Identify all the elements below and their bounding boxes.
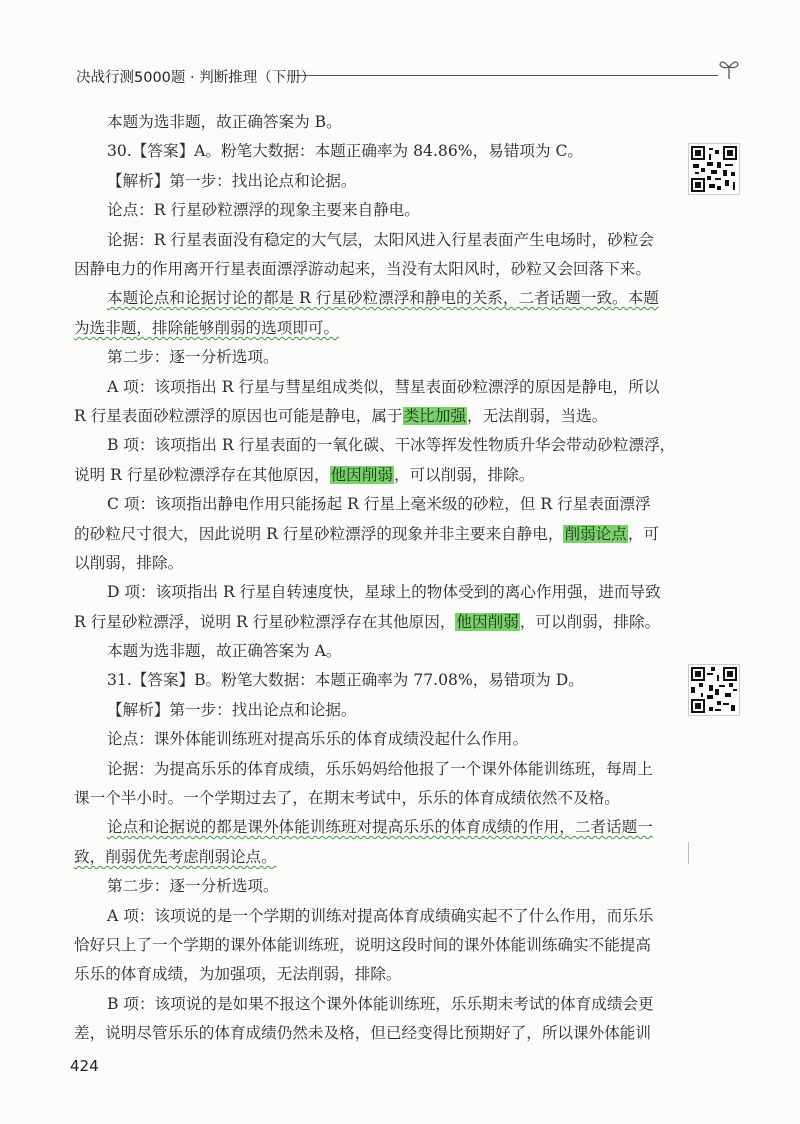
text-line [107, 287, 659, 309]
text-line: 恰好只上了一个学期的课外体能训练班，说明这段时间的课外体能训练确实不能提高 [74, 936, 651, 954]
text-line: 因静电力的作用离开行星表面漂浮游动起来，当没有太阳风时，砂粒又会回落下来。 [74, 260, 651, 278]
highlight-tag: 他因削弱 [330, 466, 393, 484]
answer-line-q31: 31.【答案】B。粉笔大数据：本题正确率为 77.08%，易错项为 D。 [107, 671, 584, 689]
analysis-step-1: 【解析】第一步：找出论点和论据。 [107, 701, 357, 719]
option-c-analysis: C 项：该项指出静电作用只能扬起 R 行星上毫米级的砂粒，但 R 行星表面漂浮 [107, 495, 651, 513]
wavy-underlined-text: 致，削弱优先考虑削弱论点。 [74, 848, 277, 866]
highlight-tag: 削弱论点 [564, 525, 627, 543]
text-line [74, 464, 534, 486]
option-b-analysis: B 项：该项指出 R 行星表面的一氧化碳、干冰等挥发性物质升华会带动砂粒漂浮， [107, 436, 676, 454]
analysis-step-2: 第二步：逐一分析选项。 [107, 348, 279, 366]
text-line: 以削弱，排除。 [74, 554, 184, 572]
wavy-underlined-text: 为选非题，排除能够削弱的选项即可。 [74, 319, 340, 337]
text-segment: R 行星表面砂粒漂浮的原因也可能是静电，属于 [74, 407, 403, 425]
running-header [76, 63, 740, 89]
text-line [74, 405, 607, 427]
book-title: 决战行测5000题 · 判断推理（下册） [76, 70, 316, 86]
answer-line-q30: 30.【答案】A。粉笔大数据：本题正确率为 84.86%，易错项为 C。 [107, 142, 584, 160]
highlight-tag: 类比加强 [403, 407, 466, 425]
text-segment: ，可以削弱，排除。 [393, 466, 535, 484]
option-b-analysis: B 项：该项说的是如果不报这个课外体能训练班，乐乐期末考试的体育成绩会更 [107, 995, 654, 1013]
text-line: 本题为选非题，故正确答案为 B。 [107, 113, 342, 131]
page-number: 424 [70, 1057, 99, 1075]
option-a-analysis: A 项：该项指出 R 行星与彗星组成类似，彗星表面砂粒漂浮的原因是静电，所以 [107, 378, 660, 396]
analysis-step-1: 【解析】第一步：找出论点和论据。 [107, 172, 357, 190]
highlight-tag: 他因削弱 [456, 613, 519, 631]
text-segment: 的砂粒尺寸很大，因此说明 R 行星砂粒漂浮的现象并非主要来自静电， [74, 525, 564, 543]
text-line [74, 846, 277, 868]
text-segment: ，无法削弱，当选。 [466, 407, 608, 425]
text-segment: R 行星砂粒漂浮，说明 R 行星砂粒漂浮存在其他原因， [74, 613, 456, 631]
header-rule [300, 75, 718, 76]
argument-claim: 论点：R 行星砂粒漂浮的现象主要来自静电。 [107, 201, 420, 219]
text-segment: 说明 R 行星砂粒漂浮存在其他原因， [74, 466, 330, 484]
option-a-analysis: A 项：该项说的是一个学期的训练对提高体育成绩确实起不了什么作用，而乐乐 [107, 907, 654, 925]
text-line [107, 816, 653, 838]
text-line [74, 611, 660, 633]
argument-claim: 论点：课外体能训练班对提高乐乐的体育成绩没起什么作用。 [107, 730, 529, 748]
argument-evidence: 论据：为提高乐乐的体育成绩，乐乐妈妈给他报了一个课外体能训练班，每周上 [107, 760, 653, 778]
wavy-underlined-text: 本题论点和论据讨论的都是 R 行星砂粒漂浮和静电的关系，二者话题一致。本题 [107, 289, 659, 307]
scan-mark [688, 842, 689, 864]
option-d-analysis: D 项：该项指出 R 行星自转速度快，星球上的物体受到的离心作用强，进而导致 [107, 583, 661, 601]
wavy-underlined-text: 论点和论据说的都是课外体能训练班对提高乐乐的体育成绩的作用，二者话题一 [107, 818, 653, 836]
qr-code-icon[interactable] [688, 664, 740, 716]
text-line: 差，说明尽管乐乐的体育成绩仍然未及格，但已经变得比预期好了，所以课外体能训 [74, 1024, 651, 1042]
text-line: 乐乐的体育成绩，为加强项，无法削弱，排除。 [74, 965, 402, 983]
argument-evidence: 论据：R 行星表面没有稳定的大气层，太阳风进入行星表面产生电场时，砂粒会 [107, 231, 654, 249]
text-segment: ，可 [627, 525, 660, 543]
text-line: 课一个半小时。一个学期过去了，在期末考试中，乐乐的体育成绩依然不及格。 [74, 789, 620, 807]
text-line [74, 317, 339, 339]
text-line: 本题为选非题，故正确答案为 A。 [107, 642, 342, 660]
text-segment: ，可以削弱，排除。 [519, 613, 661, 631]
text-line [74, 523, 659, 545]
qr-code-icon[interactable] [688, 143, 740, 195]
analysis-step-2: 第二步：逐一分析选项。 [107, 877, 279, 895]
sprout-icon [718, 55, 740, 81]
